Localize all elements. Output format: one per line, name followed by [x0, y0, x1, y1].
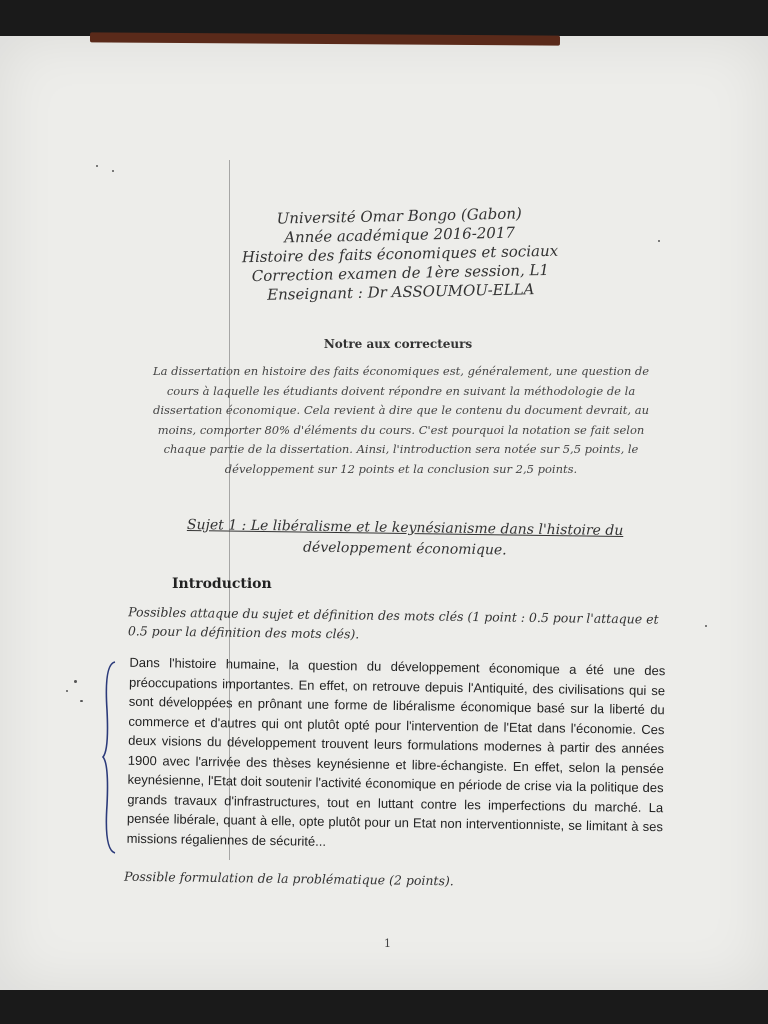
- page-number: 1: [384, 937, 391, 950]
- scan-speck: [112, 170, 114, 172]
- scan-speck: [658, 240, 660, 242]
- introduction-attack: Possibles attaque du sujet et définition des mots clés (1 point : 0.5 pour l'attaque et 0.5 pour la définition des mots clés).: [127, 604, 659, 642]
- scan-speck: [80, 700, 83, 702]
- header-course: Histoire des faits économiques et sociaux: [241, 241, 559, 267]
- header-academic-year: Année académique 2016-2017: [284, 223, 516, 247]
- scan-speck: [74, 680, 77, 683]
- introduction-heading: Introduction: [172, 576, 272, 592]
- subject-line-1: Sujet 1 : Le libéralisme et le keynésianisme dans l'histoire du: [186, 516, 624, 540]
- scan-speck: [66, 690, 68, 692]
- note-text: La dissertation en histoire des faits économiques est, généralement, une question de cours à laquelle les étudiants doivent répondre en suivant la méthodologie de la dissertation économique. Cela revient à dire que le contenu du document devrait, au moins, comporter 80% d'éléments du cours. C'est pourquoi la notation se fait selon chaque partie de la dissertation. Ainsi, l'introduction sera notée sur 5,5 points, le développement sur 12 points et la conclusion sur 2,5 points.: [152, 364, 650, 476]
- handwritten-bracket: [102, 660, 116, 855]
- scan-speck: [96, 165, 98, 167]
- header-university: Université Omar Bongo (Gabon): [276, 204, 522, 228]
- header-teacher: Enseignant : Dr ASSOUMOU-ELLA: [266, 280, 535, 304]
- note-title: Notre aux correcteurs: [323, 337, 473, 351]
- problem-statement: Possible formulation de la problématique (2 points).: [123, 868, 454, 889]
- document-header: [239, 204, 561, 306]
- subject-line-2: développement économique.: [302, 539, 507, 559]
- subject-title: [160, 515, 651, 564]
- scan-speck: [705, 625, 707, 627]
- introduction-body: Dans l'histoire humaine, la question du développement économique a été une des préoccupations importantes. En effet, on retrouve depuis l'Antiquité, des civilisations qui se sont développées en prônant une forme de libéralisme économique basé sur la liberté du commerce et d'autres qui ont plutôt opté pour l'intervention de l'Etat dans l'économie. Ces deux visions du développement trouvent leurs formulations modernes à partir des années 1900 avec l'arrivée des thèses keynésienne et libre-échangiste. En effet, selon la pensée keynésienne, l'Etat doit soutenir l'activité économique en période de crise via la politique des grands travaux d'infrastructures, tout en luttant contre les imperfections du marché. La pensée libérale, quant à elle, opte plutôt pour un Etat non interventionniste, se limitant à ses missions régaliennes de sécurité...: [126, 654, 666, 849]
- header-exam: Correction examen de 1ère session, L1: [251, 260, 550, 286]
